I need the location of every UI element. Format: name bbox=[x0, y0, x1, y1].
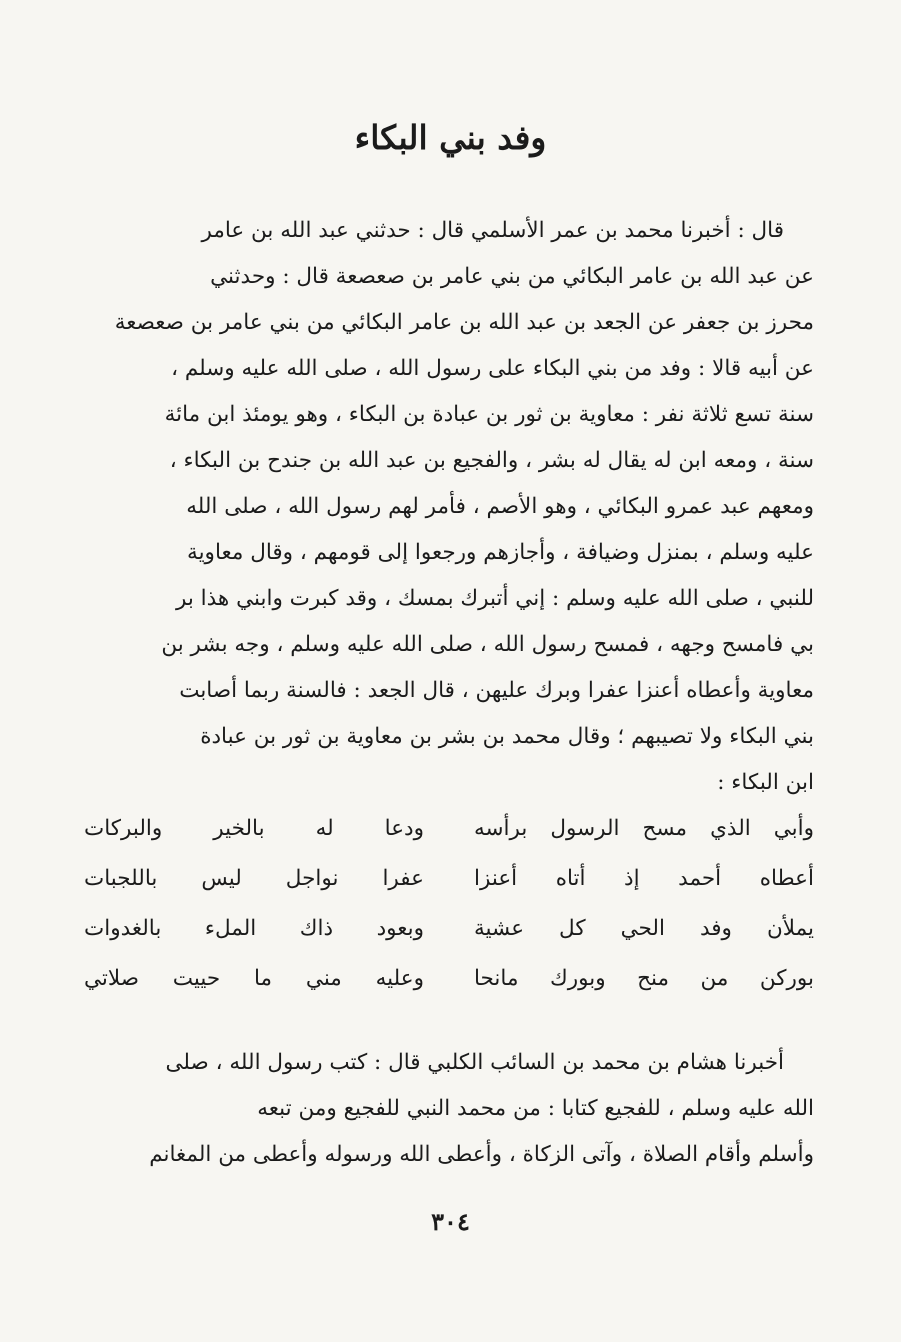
text-line: سنة ، ومعه ابن له يقال له بشر ، والفجيع بن عبد الله بن جندح بن البكاء ، bbox=[169, 448, 814, 473]
text-line: عن أبيه قالا : وفد من بني البكاء على رسول الله ، صلى الله عليه وسلم ، bbox=[171, 356, 814, 381]
text-line: وأسلم وأقام الصلاة ، وآتى الزكاة ، وأعطى الله ورسوله وأعطى من المغانم bbox=[149, 1142, 814, 1167]
text-line: عليه وسلم ، بمنزل وضيافة ، وأجازهم ورجعوا إلى قومهم ، وقال معاوية bbox=[187, 540, 814, 565]
verse-first-hemistich: أعطاه أحمد إذ أتاه أعنزا bbox=[474, 866, 814, 891]
text-line: أخبرنا هشام بن محمد بن السائب الكلبي قال : كتب رسول الله ، صلى bbox=[165, 1050, 784, 1075]
text-line: للنبي ، صلى الله عليه وسلم : إني أتبرك بمسك ، وقد كبرت وابني هذا بر bbox=[175, 586, 814, 611]
poem-verse bbox=[84, 954, 814, 1004]
verse-first-hemistich: يملأن وفد الحي كل عشية bbox=[474, 916, 814, 941]
text-line: سنة تسع ثلاثة نفر : معاوية بن ثور بن عبادة بن البكاء ، وهو يومئذ ابن مائة bbox=[164, 402, 814, 427]
verse-first-hemistich: وأبي الذي مسح الرسول برأسه bbox=[474, 816, 814, 841]
verse-second-hemistich: وبعود ذاك الملء بالغدوات bbox=[84, 916, 424, 941]
page-number: ٣٠٤ bbox=[431, 1207, 470, 1236]
paragraph-main bbox=[84, 208, 814, 806]
verse-second-hemistich: وعليه مني ما حييت صلاتي bbox=[84, 966, 424, 991]
chapter-title: وفد بني البكاء bbox=[354, 118, 547, 157]
text-line: معاوية وأعطاه أعنزا عفرا وبرك عليهن ، قال الجعد : فالسنة ربما أصابت bbox=[179, 678, 814, 703]
verse-first-hemistich: بوركن من منح وبورك مانحا bbox=[474, 966, 814, 991]
text-line: ابن البكاء : bbox=[717, 770, 814, 795]
text-line: بي فامسح وجهه ، فمسح رسول الله ، صلى الله عليه وسلم ، وجه بشر بن bbox=[161, 632, 814, 657]
verse-second-hemistich: ودعا له بالخير والبركات bbox=[84, 816, 424, 841]
text-line: عن عبد الله بن عامر البكائي من بني عامر بن صعصعة قال : وحدثني bbox=[210, 264, 814, 289]
poem-verse bbox=[84, 904, 814, 954]
poem-verse bbox=[84, 854, 814, 904]
text-line: بني البكاء ولا تصيبهم ؛ وقال محمد بن بشر بن معاوية بن ثور بن عبادة bbox=[200, 724, 814, 749]
verse-second-hemistich: عفرا نواجل ليس باللجبات bbox=[84, 866, 424, 891]
text-line: قال : أخبرنا محمد بن عمر الأسلمي قال : حدثني عبد الله بن عامر bbox=[201, 218, 784, 243]
text-line: محرز بن جعفر عن الجعد بن عبد الله بن عامر البكائي من بني عامر بن صعصعة bbox=[114, 310, 814, 335]
text-line: ومعهم عبد عمرو البكائي ، وهو الأصم ، فأمر لهم رسول الله ، صلى الله bbox=[186, 494, 814, 519]
poem bbox=[84, 804, 814, 1004]
poem-verse bbox=[84, 804, 814, 854]
paragraph-letter bbox=[84, 1040, 814, 1178]
text-line: الله عليه وسلم ، للفجيع كتابا : من محمد النبي للفجيع ومن تبعه bbox=[257, 1096, 814, 1121]
